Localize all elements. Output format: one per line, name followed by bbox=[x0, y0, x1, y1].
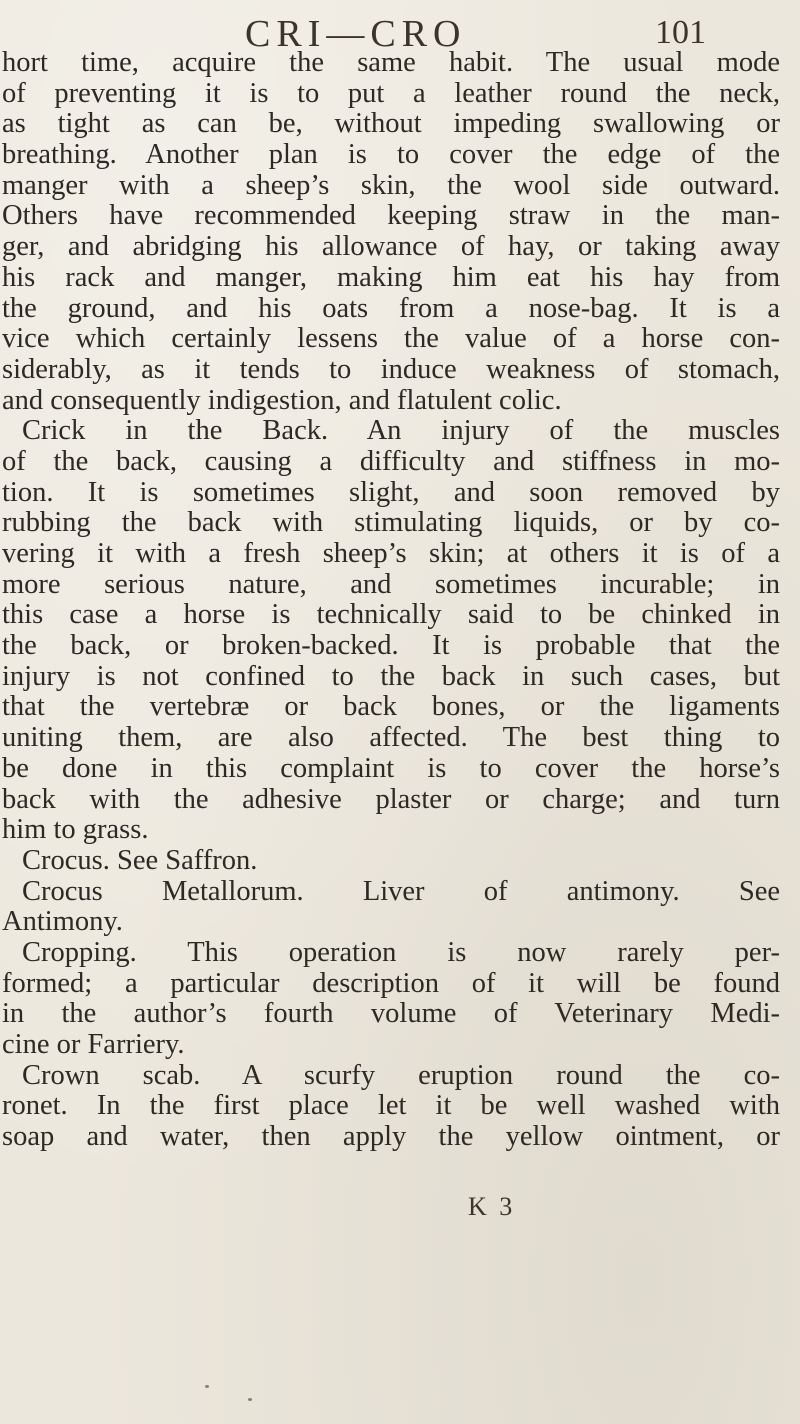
text-line: vering it with a fresh sheep’s skin; at others it is of a bbox=[2, 539, 780, 569]
text-line: manger with a sheep’s skin, the wool side outward. bbox=[2, 170, 780, 201]
text-line: him to grass. bbox=[2, 815, 149, 846]
text-line: soap and water, then apply the yellow ointment, or bbox=[2, 1122, 780, 1153]
text-line: tion. It is sometimes slight, and soon removed by bbox=[2, 477, 780, 508]
text-line: be done in this complaint is to cover the horse’s bbox=[2, 753, 780, 784]
entry-line: Cropping. This operation is now rarely per- bbox=[22, 937, 780, 968]
page-number: 101 bbox=[655, 14, 706, 51]
running-head bbox=[0, 10, 800, 55]
text-line: ronet. In the first place let it be well washed with bbox=[2, 1091, 780, 1122]
text-line: cine or Farriery. bbox=[2, 1030, 185, 1060]
text-line: rubbing the back with stimulating liquids, or by co- bbox=[2, 508, 780, 539]
text-line: the back, or broken-backed. It is probable that the bbox=[2, 631, 780, 662]
text-line: siderably, as it tends to induce weakness of stomach, bbox=[2, 354, 780, 385]
text-line: injury is not confined to the back in such cases, but bbox=[2, 661, 780, 692]
text-line: in the author’s fourth volume of Veterinary Medi- bbox=[2, 999, 780, 1030]
running-title: CRI—CRO bbox=[245, 13, 467, 55]
text-line: formed; a particular description of it will be found bbox=[2, 968, 780, 999]
text-line: uniting them, are also affected. The best thing to bbox=[2, 723, 780, 754]
signature-mark: K 3 bbox=[468, 1192, 516, 1221]
text-line: ger, and abridging his allowance of hay, or taking away bbox=[2, 232, 780, 263]
text-line: of the back, causing a difficulty and stiffness in mo- bbox=[2, 446, 780, 477]
entry-line: Crick in the Back. An injury of the muscles bbox=[22, 416, 780, 447]
entry-line: Crocus Metallorum. Liver of antimony. See bbox=[22, 876, 780, 907]
ink-speck bbox=[205, 1385, 209, 1388]
text-line: as tight as can be, without impeding swallowing or bbox=[2, 109, 780, 140]
entry-line: Crown scab. A scurfy eruption round the co- bbox=[22, 1060, 780, 1091]
body-text bbox=[0, 48, 800, 1153]
text-line: back with the adhesive plaster or charge; and turn bbox=[2, 784, 780, 815]
text-line: that the vertebræ or back bones, or the ligaments bbox=[2, 692, 780, 723]
text-line: vice which certainly lessens the value of a horse con- bbox=[2, 324, 780, 355]
text-line: Others have recommended keeping straw in the man- bbox=[2, 201, 780, 232]
text-line: hort time, acquire the same habit. The usual mode bbox=[2, 48, 780, 78]
text-line: of preventing it is to put a leather round the neck, bbox=[2, 78, 780, 109]
ink-speck bbox=[248, 1398, 252, 1401]
text-line: breathing. Another plan is to cover the edge of the bbox=[2, 140, 780, 171]
text-line: the ground, and his oats from a nose-bag. It is a bbox=[2, 293, 780, 324]
text-line: this case a horse is technically said to be chinked in bbox=[2, 600, 780, 631]
text-line: his rack and manger, making him eat his hay from bbox=[2, 262, 780, 293]
entry-line: Crocus. See Saffron. bbox=[22, 845, 258, 876]
text-line: Antimony. bbox=[2, 907, 123, 938]
text-line: and consequently indigestion, and flatulent colic. bbox=[2, 385, 562, 416]
text-line: more serious nature, and sometimes incurable; in bbox=[2, 569, 780, 600]
